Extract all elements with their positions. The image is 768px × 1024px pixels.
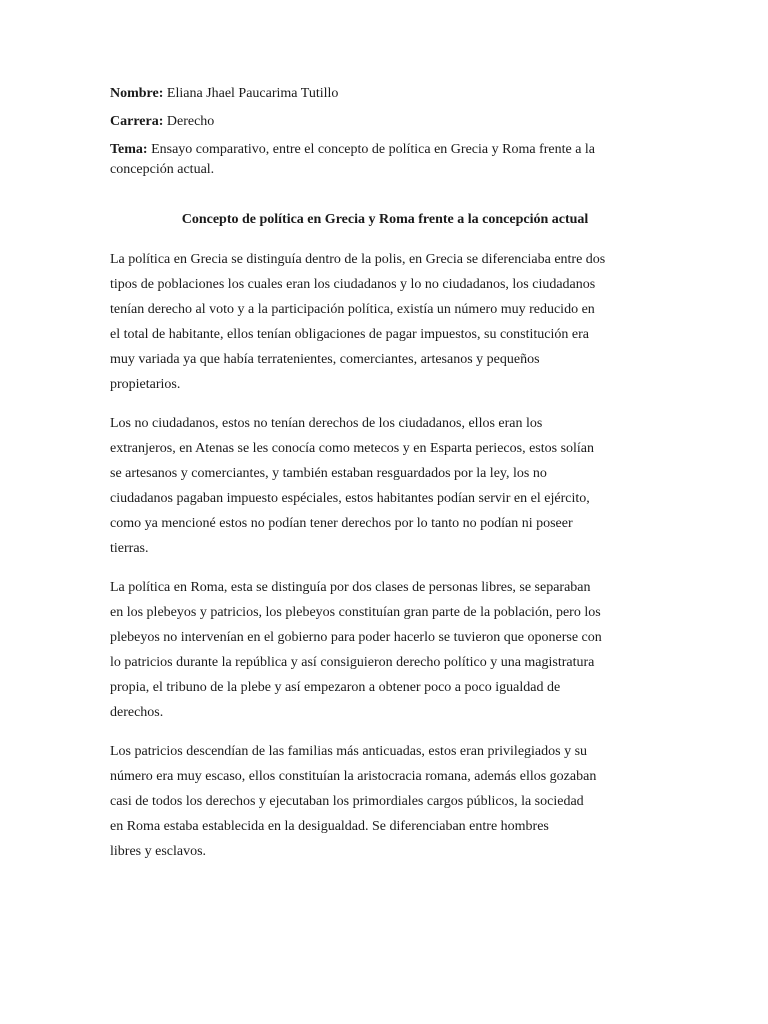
paragraph-line: casi de todos los derechos y ejecutaban los primordiales cargos públicos, la sociedad <box>110 794 584 809</box>
tema-label: Tema: <box>110 142 148 157</box>
paragraph-patricios <box>110 739 660 864</box>
paragraph-line: propietarios. <box>110 377 181 392</box>
tema-value-line1: Ensayo comparativo, entre el concepto de política en Grecia y Roma frente a la <box>151 142 596 157</box>
paragraph-line: plebeyos no intervenían en el gobierno para poder hacerlo se tuvieron que oponerse con <box>110 630 602 645</box>
paragraph-line: La política en Roma, esta se distinguía por dos clases de personas libres, se separaban <box>110 580 591 595</box>
carrera-label: Carrera: <box>110 114 164 129</box>
paragraph-line: La política en Grecia se distinguía dentro de la polis, en Grecia se diferenciaba entre dos <box>110 252 606 267</box>
paragraph-line: ciudadanos pagaban impuesto espéciales, estos habitantes podían servir en el ejército, <box>110 491 590 506</box>
paragraph-no-ciudadanos <box>110 411 660 561</box>
paragraph-line: libres y esclavos. <box>110 844 207 859</box>
paragraph-line: tierras. <box>110 541 149 556</box>
nombre-label: Nombre: <box>110 86 164 101</box>
essay-title: Concepto de política en Grecia y Roma frente a la concepción actual <box>181 212 589 227</box>
paragraph-line: Los no ciudadanos, estos no tenían derechos de los ciudadanos, ellos eran los <box>110 416 543 431</box>
document-page <box>110 84 660 878</box>
paragraph-line: extranjeros, en Atenas se les conocía como metecos y en Esparta periecos, estos solían <box>110 441 595 456</box>
paragraph-line: se artesanos y comerciantes, y también estaban resguardados por la ley, los no <box>110 466 547 481</box>
paragraph-line: en los plebeyos y patricios, los plebeyos constituían gran parte de la población, pero los <box>110 605 601 620</box>
carrera-value: Derecho <box>166 114 215 129</box>
nombre-value: Eliana Jhael Paucarima Tutillo <box>166 86 339 101</box>
paragraph-line: tenían derecho al voto y a la participación política, existía un número muy reducido en <box>110 302 595 317</box>
paragraph-line: lo patricios durante la república y así consiguieron derecho político y una magistratura <box>110 655 595 670</box>
paragraph-line: muy variada ya que había terratenientes, comerciantes, artesanos y pequeños <box>110 352 540 367</box>
paragraph-line: tipos de poblaciones los cuales eran los ciudadanos y lo no ciudadanos, los ciudadanos <box>110 277 596 292</box>
nombre-line <box>110 84 660 104</box>
tema-value-line2: concepción actual. <box>110 162 215 177</box>
paragraph-line: derechos. <box>110 705 164 720</box>
paragraph-line: como ya mencioné estos no podían tener derechos por lo tanto no podían ni poseer <box>110 516 573 531</box>
paragraph-grecia <box>110 247 660 397</box>
paragraph-line: en Roma estaba establecida en la desigualdad. Se diferenciaban entre hombres <box>110 819 549 834</box>
paragraph-line: el total de habitante, ellos tenían obligaciones de pagar impuestos, su constitución era <box>110 327 589 342</box>
tema-line <box>110 140 660 180</box>
paragraph-roma <box>110 575 660 725</box>
paragraph-line: número era muy escaso, ellos constituían la aristocracia romana, además ellos gozaban <box>110 769 597 784</box>
paragraph-line: Los patricios descendían de las familias más anticuadas, estos eran privilegiados y su <box>110 744 588 759</box>
carrera-line <box>110 112 660 132</box>
paragraph-line: propia, el tribuno de la plebe y así empezaron a obtener poco a poco igualdad de <box>110 680 561 695</box>
